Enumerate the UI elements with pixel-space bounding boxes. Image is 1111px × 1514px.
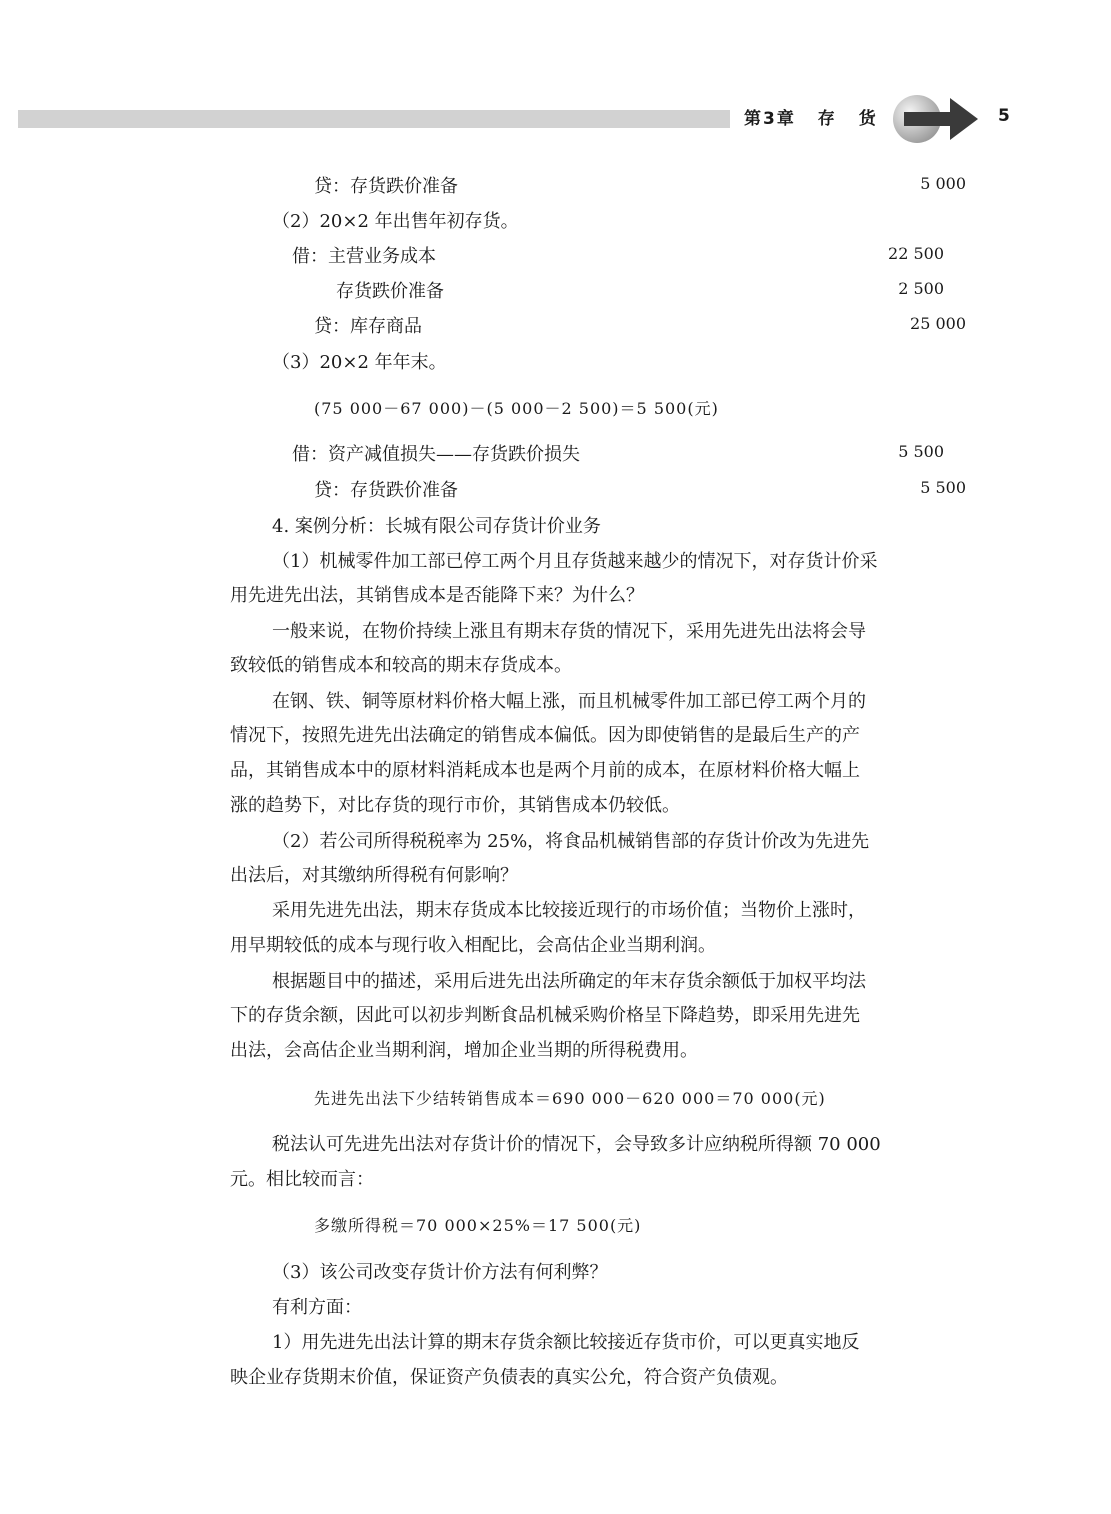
entry-credit-provision-1: 贷：存货跌价准备 xyxy=(314,176,458,197)
entry-credit-provision-2: 贷：存货跌价准备 xyxy=(314,480,458,501)
chapter-title-char-1: 存 xyxy=(817,109,837,129)
paragraph-line: 映企业存货期末价值，保证资产负债表的真实公允，符合资产负债观。 xyxy=(230,1367,788,1388)
paragraph-line: 品，其销售成本中的原材料消耗成本也是两个月前的成本，在原材料价格大幅上 xyxy=(230,760,860,781)
q3-heading: （3）20×2 年年末。 xyxy=(272,352,447,373)
paragraph-line: 出法，会高估企业当期利润，增加企业当期的所得税费用。 xyxy=(230,1040,698,1061)
chapter-number: 第3章 xyxy=(744,109,796,129)
paragraph-line: 元。相比较而言： xyxy=(230,1169,374,1190)
entry-debit-main-cost-amount: 22 500 xyxy=(888,244,944,263)
paragraph-line: 致较低的销售成本和较高的期末存货成本。 xyxy=(230,655,572,676)
paragraph-line: （3）该公司改变存货计价方法有何利弊？ xyxy=(272,1262,608,1283)
page-number: 5 xyxy=(998,106,1010,126)
entry-debit-impairment: 借：资产减值损失——存货跌价损失 xyxy=(292,444,580,465)
formula-impairment: (75 000－67 000)－(5 000－2 500)＝5 500(元) xyxy=(314,399,719,418)
paragraph-line: 税法认可先进先出法对存货计价的情况下，会导致多计应纳税所得额 70 000 xyxy=(272,1134,881,1155)
chapter-title-char-2: 货 xyxy=(858,109,878,129)
paragraph-line: 用早期较低的成本与现行收入相配比，会高估企业当期利润。 xyxy=(230,935,716,956)
paragraph-line: （2）若公司所得税税率为 25%，将食品机械销售部的存货计价改为先进先 xyxy=(272,831,870,852)
paragraph-line: 涨的趋势下，对比存货的现行市价，其销售成本仍较低。 xyxy=(230,795,680,816)
paragraph-line: 在钢、铁、铜等原材料价格大幅上涨，而且机械零件加工部已停工两个月的 xyxy=(272,691,866,712)
paragraph-line: 用先进先出法，其销售成本是否能降下来？为什么？ xyxy=(230,585,644,606)
case-title: 4. 案例分析：长城有限公司存货计价业务 xyxy=(272,516,601,537)
paragraph-line: 出法后，对其缴纳所得税有何影响？ xyxy=(230,865,518,886)
entry-credit-stock-amount: 25 000 xyxy=(910,314,966,333)
paragraph-line: 下的存货余额，因此可以初步判断食品机械采购价格呈下降趋势，即采用先进先 xyxy=(230,1005,860,1026)
q2-heading: （2）20×2 年出售年初存货。 xyxy=(272,211,519,232)
header-bar xyxy=(18,110,730,128)
paragraph-line: 情况下，按照先进先出法确定的销售成本偏低。因为即使销售的是最后生产的产 xyxy=(230,725,860,746)
paragraph-line: 一般来说，在物价持续上涨且有期末存货的情况下，采用先进先出法将会导 xyxy=(272,621,866,642)
paragraph-line: 采用先进先出法，期末存货成本比较接近现行的市场价值；当物价上涨时， xyxy=(272,900,866,921)
formula-extra-tax: 多缴所得税＝70 000×25%＝17 500(元) xyxy=(314,1216,642,1235)
entry-credit-stock: 贷：库存商品 xyxy=(314,316,422,337)
arrow-right-icon xyxy=(890,92,980,146)
formula-fifo-cost: 先进先出法下少结转销售成本＝690 000－620 000＝70 000(元) xyxy=(314,1089,826,1108)
paragraph-line: 根据题目中的描述，采用后进先出法所确定的年末存货余额低于加权平均法 xyxy=(272,971,866,992)
entry-debit-provision-amount: 2 500 xyxy=(898,279,944,298)
entry-credit-provision-2-amount: 5 500 xyxy=(920,478,966,497)
chapter-label xyxy=(744,104,892,129)
entry-debit-provision: 存货跌价准备 xyxy=(336,281,444,302)
entry-credit-provision-1-amount: 5 000 xyxy=(920,174,966,193)
entry-debit-impairment-amount: 5 500 xyxy=(898,442,944,461)
paragraph-line: 有利方面： xyxy=(272,1297,362,1318)
paragraph-line: 1）用先进先出法计算的期末存货余额比较接近存货市价，可以更真实地反 xyxy=(272,1332,860,1353)
entry-debit-main-cost: 借：主营业务成本 xyxy=(292,246,436,267)
paragraph-line: （1）机械零件加工部已停工两个月且存货越来越少的情况下，对存货计价采 xyxy=(272,551,878,572)
